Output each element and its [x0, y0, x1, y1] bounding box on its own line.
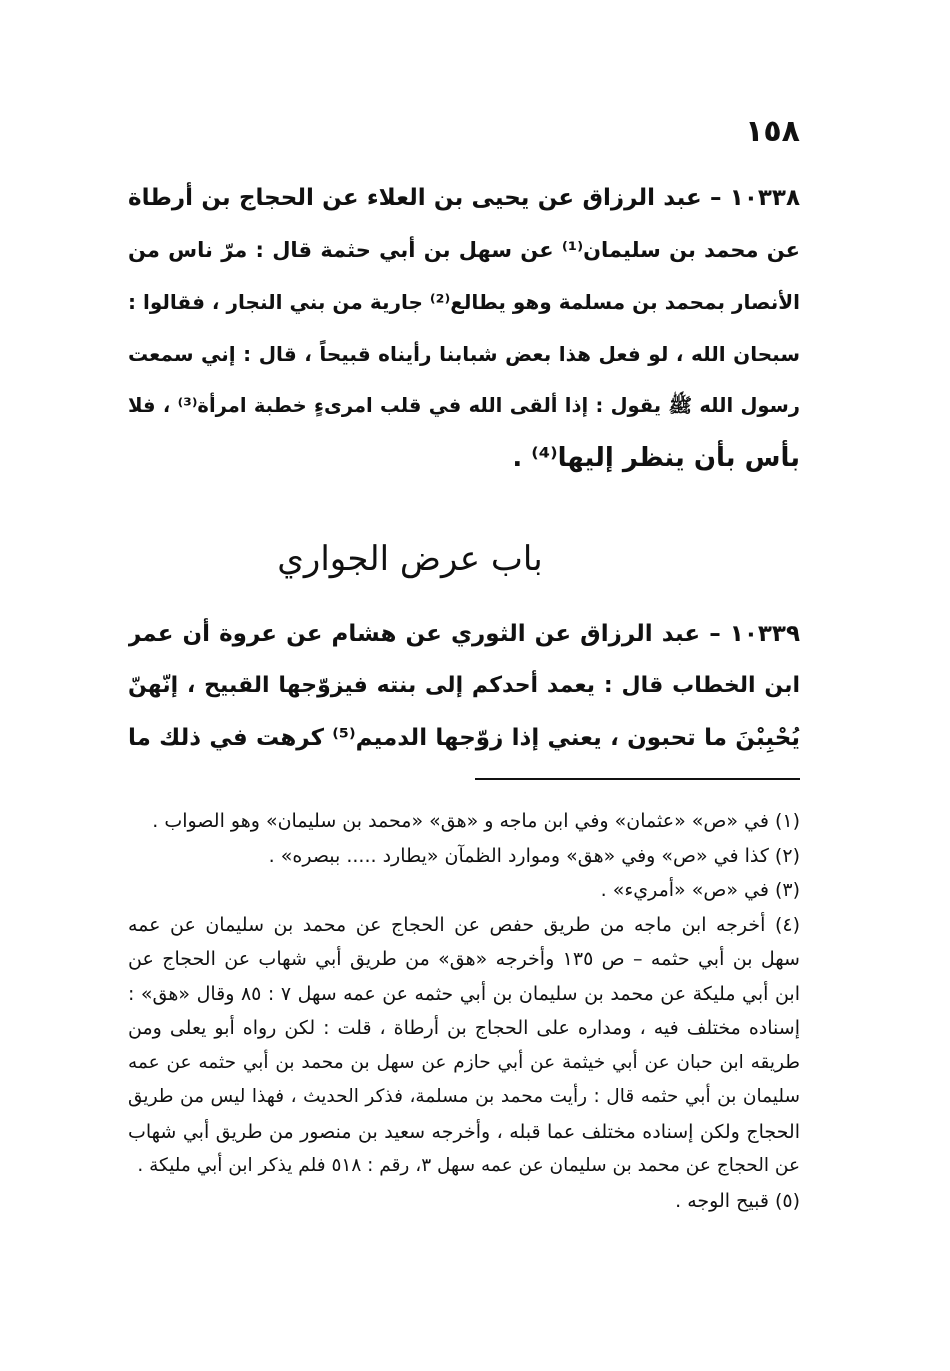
- text-line: ١٠٣٣٩ – عبد الرزاق عن الثوري عن هشام عن عروة أن عمر: [128, 621, 800, 647]
- footnote-4-line: ابن أبي مليكة عن محمد بن سليمان بن أبي حثمه عن عمه سهل ٧ : ٨٥ وقال «هق» :: [128, 982, 800, 1005]
- hadith-10339-paragraph: [128, 608, 800, 764]
- text-line: ابن الخطاب قال : يعمد أحدكم إلى بنته فيزوّجها القبيح ، إنّهنّ: [128, 673, 800, 698]
- footnote-separator: [475, 778, 800, 780]
- text-line: الأنصار بمحمد بن مسلمة وهو يطالع⁽²⁾ جارية من بني النجار ، فقالوا :: [128, 290, 800, 314]
- chapter-heading: باب عرض الجواري: [277, 539, 543, 579]
- footnote-4-line: سهل بن أبي حثمه – ص ١٣٥ وأخرجه «هق» من طريق أبي شهاب عن الحجاج عن: [128, 948, 800, 970]
- text-line: رسول الله ﷺ يقول : إذا ألقى الله في قلب امرىءٍ خطبة امرأة⁽³⁾ ، فلا: [128, 394, 800, 417]
- hadith-10338-paragraph: [128, 172, 800, 484]
- text-line: بأس بأن ينظر إليها⁽⁴⁾ .: [512, 443, 800, 473]
- text-line: يُحْبِبْنَ ما تحبون ، يعني إذا زوّجها الدميم⁽⁵⁾ كرهت في ذلك ما: [128, 725, 800, 751]
- footnote-5: (٥) قبيح الوجه .: [675, 1189, 800, 1212]
- footnote-4-line: طريقه ابن حبان عن أبي خيثمة عن أبي حازم عن سهل بن محمد بن أبي حثمه عن عمه: [128, 1051, 800, 1073]
- footnote-4-line: (٤) أخرجه ابن ماجه من طريق حفص عن الحجاج عن محمد بن سليمان عن عمه: [128, 913, 800, 936]
- footnotes-block: [128, 804, 800, 1218]
- footnote-4-line: إسناده مختلف فيه ، ومداره على الحجاج بن أرطاة ، قلت : لكن رواه أبو يعلى ومن: [128, 1017, 800, 1039]
- text-line: سبحان الله ، لو فعل هذا بعض شبابنا رأيناه قبيحاً ، قال : إني سمعت: [128, 342, 800, 366]
- footnote-4-line: الحجاج ولكن إسناده مختلف عما قبله ، وأخرجه سعيد بن منصور من طريق أبي شهاب: [128, 1120, 800, 1143]
- footnote-4-line: سليمان بن أبي حثمه قال : رأيت محمد بن مسلمة، فذكر الحديث ، فهذا ليس من طريق: [128, 1086, 800, 1107]
- footnote-1: (١) في «ص» «عثمان» وفي ابن ماجه و «هق» «محمد بن سليمان» وهو الصواب .: [152, 810, 800, 832]
- text-line: عن محمد بن سليمان⁽¹⁾ عن سهل بن أبي حثمة قال : مرّ ناس من: [128, 238, 800, 262]
- footnote-3: (٣) في «ص» «أمريء» .: [600, 879, 800, 901]
- text-line: ١٠٣٣٨ – عبد الرزاق عن يحيى بن العلاء عن الحجاج بن أرطاة: [128, 185, 800, 211]
- footnote-4-line: عن الحجاج عن محمد بن سليمان عن عمه سهل ٣، رقم : ٥١٨ فلم يذكر ابن أبي مليكة .: [137, 1155, 800, 1176]
- footnote-2: (٢) كذا في «ص» وفي «هق» وموارد الظمآن «يطارد ..... ببصره» .: [268, 844, 800, 867]
- page-number: ١٥٨: [745, 114, 800, 149]
